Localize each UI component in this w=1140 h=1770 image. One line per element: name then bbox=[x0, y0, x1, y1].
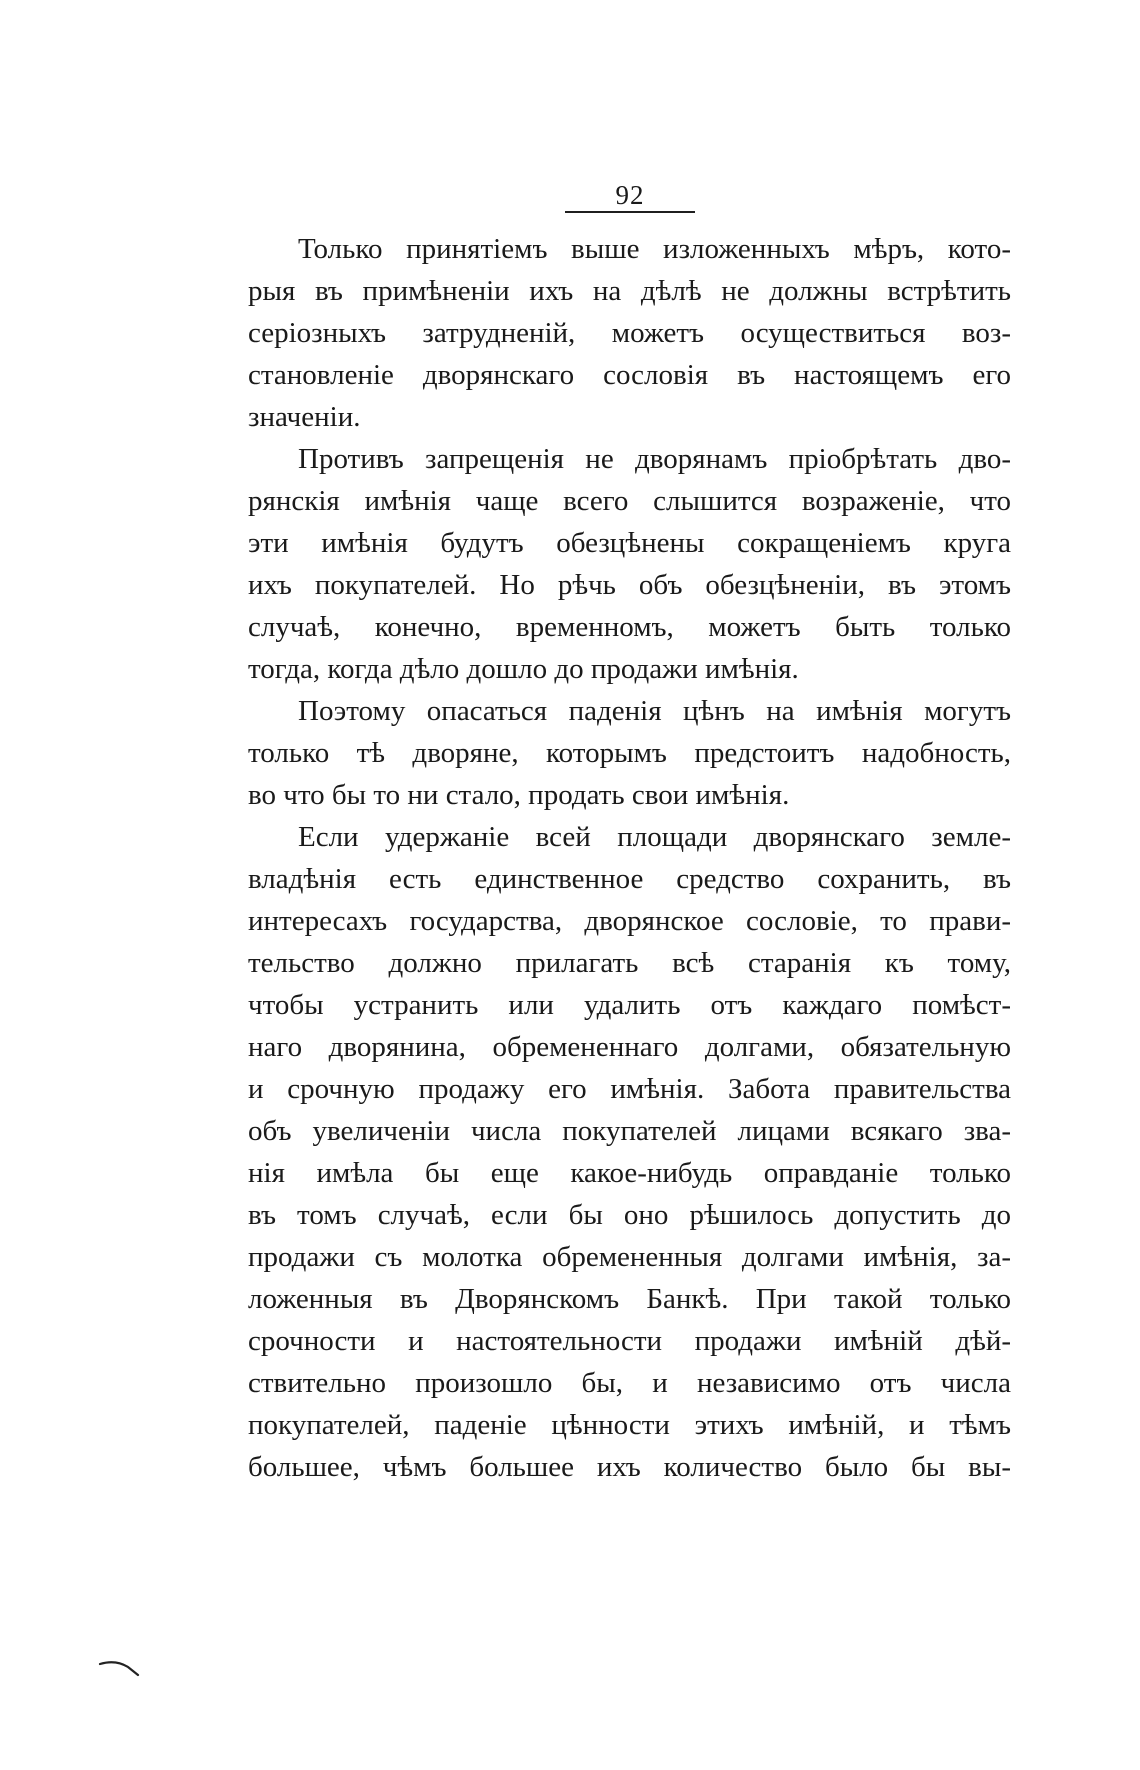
text-line: интересахъ государства, дворянское сословіе, то прави- bbox=[248, 905, 1011, 937]
text-line: большее, чѣмъ большее ихъ количество было бы вы- bbox=[248, 1451, 1011, 1483]
text-line: Поэтому опасаться паденія цѣнъ на имѣнія могутъ bbox=[298, 695, 1011, 727]
text-line: значеніи. bbox=[248, 401, 361, 433]
text-line: покупателей, паденіе цѣнности этихъ имѣній, и тѣмъ bbox=[248, 1409, 1011, 1441]
text-line: во что бы то ни стало, продать свои имѣнія. bbox=[248, 779, 790, 811]
text-line: нія имѣла бы еще какое-нибудь оправданіе только bbox=[248, 1157, 1011, 1189]
text-line: ствительно произошло бы, и независимо отъ числа bbox=[248, 1367, 1011, 1399]
page-number: 92 bbox=[615, 180, 645, 210]
paragraph-2 bbox=[248, 438, 1011, 690]
text-line: рыя въ примѣненіи ихъ на дѣлѣ не должны встрѣтить bbox=[248, 275, 1011, 307]
stray-ink-mark bbox=[98, 1658, 142, 1678]
page-number-rule bbox=[565, 211, 695, 213]
text-line: серіозныхъ затрудненій, можетъ осуществиться воз- bbox=[248, 317, 1011, 349]
text-line: въ томъ случаѣ, если бы оно рѣшилось допустить до bbox=[248, 1199, 1011, 1231]
text-line: только тѣ дворяне, которымъ предстоитъ надобность, bbox=[248, 737, 1011, 769]
text-line: Только принятіемъ выше изложенныхъ мѣръ, кото- bbox=[298, 233, 1011, 265]
text-line: наго дворянина, обремененнаго долгами, обязательную bbox=[248, 1031, 1011, 1063]
text-line: случаѣ, конечно, временномъ, можетъ быть только bbox=[248, 611, 1011, 643]
text-line: Противъ запрещенія не дворянамъ пріобрѣтать дво- bbox=[298, 443, 1011, 475]
text-line: чтобы устранить или удалить отъ каждаго помѣст- bbox=[248, 989, 1011, 1021]
text-line: становленіе дворянскаго сословія въ настоящемъ его bbox=[248, 359, 1011, 391]
paragraph-4 bbox=[248, 816, 1011, 1488]
paragraph-3 bbox=[248, 690, 1011, 816]
text-line: продажи съ молотка обремененныя долгами имѣнія, за- bbox=[248, 1241, 1011, 1273]
text-line: тогда, когда дѣло дошло до продажи имѣнія. bbox=[248, 653, 799, 685]
text-line: эти имѣнія будутъ обезцѣнены сокращеніемъ круга bbox=[248, 527, 1011, 559]
text-line: рянскія имѣнія чаще всего слышится возраженіе, что bbox=[248, 485, 1011, 517]
text-line: владѣнія есть единственное средство сохранить, въ bbox=[248, 863, 1011, 895]
text-line: тельство должно прилагать всѣ старанія къ тому, bbox=[248, 947, 1011, 979]
text-line: объ увеличеніи числа покупателей лицами всякаго зва- bbox=[248, 1115, 1011, 1147]
text-line: ложенныя въ Дворянскомъ Банкѣ. При такой только bbox=[248, 1283, 1011, 1315]
text-line: ихъ покупателей. Но рѣчь объ обезцѣненіи, въ этомъ bbox=[248, 569, 1011, 601]
text-line: Если удержаніе всей площади дворянскаго земле- bbox=[298, 821, 1011, 853]
paragraph-1 bbox=[248, 228, 1011, 438]
text-line: срочности и настоятельности продажи имѣній дѣй- bbox=[248, 1325, 1011, 1357]
text-line: и срочную продажу его имѣнія. Забота правительства bbox=[248, 1073, 1011, 1105]
body-text bbox=[248, 228, 1011, 1488]
